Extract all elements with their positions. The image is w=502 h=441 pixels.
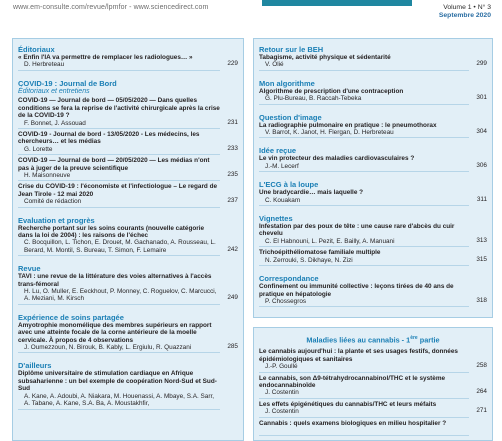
section-gap [259,208,487,212]
dossier-title: Maladies liées au cannabis - 1ère partie [306,335,440,345]
article-page: 299 [476,60,487,68]
cannabis-dossier-panel [253,327,493,441]
article-title: « Enfin l'IA va permettre de remplacer les radiologues… » [18,54,193,61]
article-page: 315 [476,255,487,263]
section-title: Revue [18,264,41,274]
article-authors: N. Zerrouki, S. Dikhaye, N. Zizi [259,257,469,266]
article-entry[interactable] [259,122,487,139]
article-entry[interactable] [259,88,487,105]
article-page: 237 [227,197,238,205]
article-title: Le cannabis, son Δ9-tétrahydrocannabinol/THC et le système endocannabinoïde [259,374,446,390]
article-authors: C. Bocquillon, L. Tichon, E. Drouet, M. Gachanado, A. Rousseau, L. Berard, M. Montil, S. Bureau, T. Simon, F. Lemaire [18,239,220,256]
article-authors: C. Kouakam [259,197,469,206]
article-title: Le vin protecteur des maladies cardiovasculaires ? [259,155,415,163]
article-entry[interactable] [259,401,487,418]
section-title: L'ECG à la loupe [259,180,319,190]
article-page: 235 [227,170,238,178]
section-title: Retour sur le BEH [259,45,324,54]
section-gap [18,307,238,311]
article-entry[interactable] [18,54,238,71]
article-page: 306 [476,161,487,169]
article-title: TAVI : une revue de la littérature des voies alternatives à l'accès trans-fémoral [18,273,212,288]
right-contents-panel [253,38,493,318]
article-title: Le cannabis aujourd'hui : la plante et ses usages festifs, données épidémiologiques et sanitaires [259,348,458,363]
article-title: Tabagisme, activité physique et sédentarité [259,54,391,61]
article-entry[interactable] [18,157,238,181]
article-page: 229 [227,60,238,68]
article-page: 318 [476,296,487,304]
article-page: 249 [227,294,238,302]
article-entry[interactable] [259,189,487,206]
article-title: Recherche portant sur les soins courants (nouvelle catégorie dans la loi de 2004) : les raisons de l'échec [18,224,205,239]
article-authors: P. Chossegros [259,298,469,307]
article-page: 313 [476,236,487,244]
section-gap [259,73,487,77]
article-authors: V. Olié [259,61,469,70]
article-authors: F. Bonnet, J. Assouad [18,120,220,129]
section-title: Expérience de soins partagée [18,312,124,322]
article-entry[interactable] [18,273,238,305]
article-authors: H. Lu, O. Muller, E. Eeckhout, P. Monney, C. Roguelov, C. Marcucci, A. Meziani, M. Kirsch [18,288,220,305]
section-title: Correspondance [259,274,319,284]
section-gap [18,210,238,214]
article-title: La radiographie pulmonaire en pratique : le pneumothorax [259,121,437,129]
article-authors: C. El Habnouni, L. Pezit, E. Bailly, A. Manuani [259,238,469,247]
section-gap [18,73,238,77]
section-gap [18,258,238,262]
section-title: Vignettes [259,214,293,224]
article-authors: A. Kane, A. Adoubi, A. Niakara, M. Houenassi, A. Mbaye, S.A. Sarr, A. Tabane, A. Kane, S.A. Ba, A. Moustakhfir, [18,393,220,410]
section-title: Evaluation et progrès [18,215,95,225]
article-authors [259,427,469,436]
article-entry[interactable] [18,225,238,257]
article-page: 304 [476,128,487,136]
section-title: Mon algorithme [259,78,315,88]
article-entry[interactable] [18,131,238,155]
section-subtitle: Éditoriaux et entretiens [18,87,90,95]
section-title: COVID-19 : Journal de Bord [18,78,117,88]
article-title: Cannabis : quels examens biologiques en milieu hospitalier ? [259,419,447,427]
article-entry[interactable] [259,420,487,437]
article-authors: Comité de rédaction [18,198,220,207]
section-gap [259,140,487,144]
article-title: COVID-19 — Journal de bord — 20/05/2020 — Les médias n'ont pas à juger de la preuve scientifique [18,157,210,172]
article-entry[interactable] [18,97,238,129]
article-page: 271 [476,407,487,415]
section-gap [259,174,487,178]
left-contents-panel [12,38,244,441]
article-title: Algorithme de prescription d'une contraception [259,87,404,95]
article-title: Infestation par des poux de tête : une cause rare d'abcès du cuir chevelu [259,223,455,238]
section-gap [259,107,487,111]
article-page: 311 [476,195,487,203]
article-page: 264 [476,388,487,396]
article-page: 233 [227,144,238,152]
article-page: 231 [227,118,238,126]
article-page: 242 [227,245,238,253]
article-title: Trichoépithéliomatose familiale multiple [259,249,381,257]
article-page: 301 [476,94,487,102]
article-authors: J. Costentin [259,389,469,398]
article-authors: J. Oumezzoun, N. Birouk, B. Kably, L. Ergiulu, R. Quazzani [18,344,220,353]
article-authors: G. Plu-Bureau, B. Raccah-Tebeka [259,95,469,104]
article-authors: J.-P. Goullé [259,363,469,372]
article-entry[interactable] [18,370,238,409]
article-entry[interactable] [259,54,487,71]
section-title: D'ailleurs [18,361,52,371]
header-color-band [262,0,412,6]
article-title: COVID-19 - Journal de bord - 13/05/2020 - Les médecins, les chercheurs… et les médias [18,130,200,146]
article-authors: G. Lorette [18,146,220,155]
article-authors: J.-M. Lecerf [259,163,469,172]
article-title: COVID-19 — Journal de bord — 05/05/2020 — Dans quelles conditions se fera la reprise de l'activité chirurgicale après la crise de la COVID-19 ? [18,97,220,120]
article-title: Les effets épigénétiques du cannabis/THC et leurs méfaits [259,400,437,408]
issue-info [439,4,491,20]
issue-date: Septembre 2020 [438,12,491,19]
article-title: Une bradycardie… mais laquelle ? [259,189,364,197]
dossier-articles [259,348,487,436]
section-title: Idée reçue [259,146,297,156]
section-gap [259,268,487,272]
section-title: Éditoriaux [18,45,55,54]
section-title: Question d'image [259,112,322,122]
article-title: Amyotrophie monomélique des membres supérieurs en rapport avec une atteinte focale de la corne antérieure de la moelle cervicale. À propos de 4 observations [18,321,212,344]
article-entry[interactable] [18,322,238,354]
article-authors: D. Herbreteau [18,61,220,70]
article-authors: J. Costentin [259,408,469,417]
article-entry[interactable] [259,155,487,172]
article-entry[interactable] [18,183,238,207]
article-entry[interactable] [259,283,487,307]
article-entry[interactable] [259,348,487,372]
article-title: Crise du COVID-19 : l'économiste et l'infectiologue – Le regard de Jean Tirole - 12 mai 2020 [18,183,218,198]
article-page: 285 [227,343,238,351]
article-page: 258 [476,362,487,370]
section-gap [18,355,238,359]
article-authors: H. Maisonneuve [18,172,220,181]
volume-number: Volume 1 • N° 3 [443,4,491,11]
journal-url[interactable]: www.em-consulte.com/revue/lpmfor - www.sciencedirect.com [13,4,209,11]
article-title: Confinement ou immunité collective : leçons tirées de 40 ans de pratique en hépatologie [259,283,454,298]
article-entry[interactable] [259,375,487,399]
article-entry[interactable] [259,249,487,266]
article-authors: V. Barrot, K. Janot, H. Flergan, D. Herbreteau [259,129,469,138]
article-title: Diplôme universitaire de stimulation cardiaque en Afrique subsaharienne : un bel exemple de coopération Nord-Sud et Sud-Sud [18,370,217,393]
article-entry[interactable] [259,223,487,247]
